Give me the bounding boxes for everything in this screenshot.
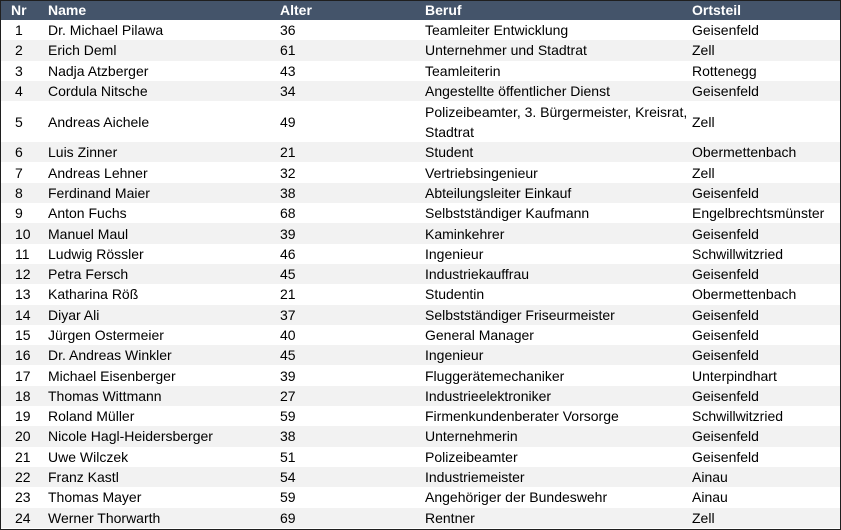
cell-beruf: Angestellte öffentlicher Dienst [425,83,610,100]
cell-ortsteil: Geisenfeld [692,266,759,283]
cell-nr: 1 [15,22,23,39]
cell-beruf: Selbstständiger Friseurmeister [425,306,615,323]
table-row [1,284,840,304]
cell-beruf: General Manager [425,327,534,343]
cell-alter: 59 [280,489,296,506]
cell-name: Michael Eisenberger [48,367,176,384]
cell-name: Thomas Wittmann [48,387,162,404]
column-header-nr: Nr [11,2,27,18]
table-row [1,40,840,60]
table-row [1,487,840,507]
cell-alter: 49 [280,113,296,130]
cell-alter: 54 [280,469,296,486]
column-header-alter: Alter [280,2,312,18]
cell-nr: 20 [15,428,31,445]
cell-alter: 21 [280,286,296,303]
cell-nr: 21 [15,448,31,465]
cell-beruf: Unternehmer und Stadtrat [425,42,587,59]
cell-ortsteil: Ainau [692,489,728,506]
cell-beruf: Rentner [425,509,475,526]
cell-name: Jürgen Ostermeier [48,327,164,343]
cell-nr: 13 [15,286,31,303]
cell-nr: 24 [15,509,31,526]
cell-beruf: Unternehmerin [425,428,518,445]
cell-name: Erich Deml [48,42,117,59]
cell-beruf: Industrieelektroniker [425,387,552,404]
cell-name: Nicole Hagl-Heidersberger [48,428,213,445]
cell-nr: 6 [15,144,23,161]
cell-nr: 7 [15,164,23,181]
candidate-table [1,1,840,528]
cell-alter: 61 [280,42,296,59]
table-row [1,20,840,40]
table-row [1,183,840,203]
cell-ortsteil: Zell [692,164,715,181]
cell-nr: 18 [15,387,31,404]
cell-nr: 8 [15,184,23,201]
cell-alter: 27 [280,387,296,404]
cell-beruf: Firmenkundenberater Vorsorge [425,408,619,425]
cell-name: Anton Fuchs [48,205,127,222]
table-row [1,386,840,406]
column-header-ortsteil: Ortsteil [692,2,742,18]
table-row [1,101,840,142]
cell-name: Werner Thorwarth [48,509,161,526]
table-row [1,81,840,101]
cell-beruf: Ingenieur [425,347,484,364]
cell-beruf: Vertriebsingenieur [425,164,538,181]
cell-ortsteil: Unterpindhart [692,367,777,384]
cell-ortsteil: Geisenfeld [692,184,759,201]
table-row [1,305,840,325]
table-row [1,223,840,243]
cell-name: Katharina Röß [48,286,139,303]
cell-name: Ludwig Rössler [48,245,144,262]
cell-alter: 69 [280,509,296,526]
cell-name: Andreas Aichele [48,113,150,130]
table-row [1,508,840,528]
cell-alter: 39 [280,225,296,242]
table-row [1,345,840,365]
cell-beruf: Ingenieur [425,245,484,262]
cell-ortsteil: Zell [692,42,715,59]
cell-beruf: Industriekauffrau [425,266,530,283]
cell-nr: 9 [15,205,23,222]
cell-name: Franz Kastl [48,469,119,486]
table-row [1,61,840,81]
cell-beruf: Abteilungsleiter Einkauf [425,184,572,201]
cell-ortsteil: Geisenfeld [692,225,759,242]
cell-ortsteil: Geisenfeld [692,22,759,39]
cell-alter: 59 [280,408,296,425]
cell-alter: 39 [280,367,296,384]
cell-ortsteil: Geisenfeld [692,306,759,323]
table-row [1,406,840,426]
cell-alter: 21 [280,144,296,161]
cell-ortsteil: Zell [692,509,715,526]
cell-alter: 45 [280,347,296,364]
cell-ortsteil: Obermettenbach [692,286,797,303]
cell-ortsteil: Schwillwitzried [692,408,784,425]
cell-beruf: Selbstständiger Kaufmann [425,205,590,222]
table-row [1,203,840,223]
cell-name: Dr. Michael Pilawa [48,22,164,39]
cell-beruf: Studentin [425,286,485,303]
cell-nr: 11 [15,245,30,262]
cell-beruf: Fluggerätemechaniker [425,367,565,384]
cell-ortsteil: Zell [692,113,715,130]
cell-name: Uwe Wilczek [48,448,129,465]
cell-alter: 37 [280,306,296,323]
cell-alter: 40 [280,327,296,343]
cell-beruf: Industriemeister [425,469,525,486]
table-row [1,365,840,385]
cell-beruf: Polizeibeamter [425,448,518,465]
cell-beruf: Teamleiterin [425,62,501,79]
cell-beruf: Teamleiter Entwicklung [425,22,569,39]
cell-ortsteil: Geisenfeld [692,428,759,445]
cell-name: Manuel Maul [48,225,129,242]
cell-nr: 16 [15,347,31,364]
cell-nr: 15 [15,327,31,343]
cell-ortsteil: Ainau [692,469,728,486]
table-row [1,264,840,284]
cell-name: Thomas Mayer [48,489,142,506]
cell-name: Diyar Ali [48,306,100,323]
cell-ortsteil: Schwillwitzried [692,245,784,262]
cell-ortsteil: Geisenfeld [692,387,759,404]
cell-ortsteil: Geisenfeld [692,83,759,100]
table-body [1,20,840,528]
cell-nr: 4 [15,83,23,100]
cell-nr: 23 [15,489,31,506]
cell-nr: 17 [15,367,31,384]
table-row [1,426,840,446]
cell-alter: 38 [280,184,296,201]
cell-nr: 3 [15,62,23,79]
table-header [1,1,840,20]
table-row [1,162,840,182]
cell-alter: 36 [280,22,296,39]
cell-alter: 34 [280,83,296,100]
cell-nr: 5 [15,113,23,130]
cell-ortsteil: Geisenfeld [692,347,759,364]
table-row [1,142,840,162]
cell-beruf: Angehöriger der Bundeswehr [425,489,608,506]
cell-alter: 68 [280,205,296,222]
cell-name: Cordula Nitsche [48,83,148,100]
table-row [1,325,840,345]
cell-ortsteil: Engelbrechtsmünster [692,205,825,222]
cell-ortsteil: Obermettenbach [692,144,797,161]
cell-alter: 46 [280,245,296,262]
column-header-beruf: Beruf [425,2,462,18]
cell-ortsteil: Geisenfeld [692,448,759,465]
cell-nr: 2 [15,42,23,59]
cell-nr: 14 [15,306,31,323]
cell-name: Dr. Andreas Winkler [48,347,172,364]
cell-beruf: Student [425,144,474,161]
cell-name: Andreas Lehner [48,164,148,181]
cell-nr: 10 [15,225,31,242]
cell-name: Nadja Atzberger [48,62,149,79]
cell-name: Ferdinand Maier [48,184,150,201]
cell-name: Petra Fersch [48,266,129,283]
table-row [1,447,840,467]
cell-alter: 32 [280,164,296,181]
cell-alter: 51 [280,448,296,465]
cell-name: Luis Zinner [48,144,118,161]
cell-name: Roland Müller [48,408,135,425]
cell-alter: 38 [280,428,296,445]
cell-nr: 12 [15,266,31,283]
cell-alter: 45 [280,266,296,283]
column-header-name: Name [48,2,87,18]
cell-ortsteil: Geisenfeld [692,327,759,343]
cell-beruf: Polizeibeamter, 3. Bürgermeister, Kreisrat, Stadtrat [425,103,688,140]
cell-alter: 43 [280,62,296,79]
table-row [1,244,840,264]
cell-ortsteil: Rottenegg [692,62,757,79]
table-row [1,467,840,487]
cell-nr: 19 [15,408,31,425]
header-row [1,1,840,20]
cell-nr: 22 [15,469,31,486]
cell-beruf: Kaminkehrer [425,225,505,242]
